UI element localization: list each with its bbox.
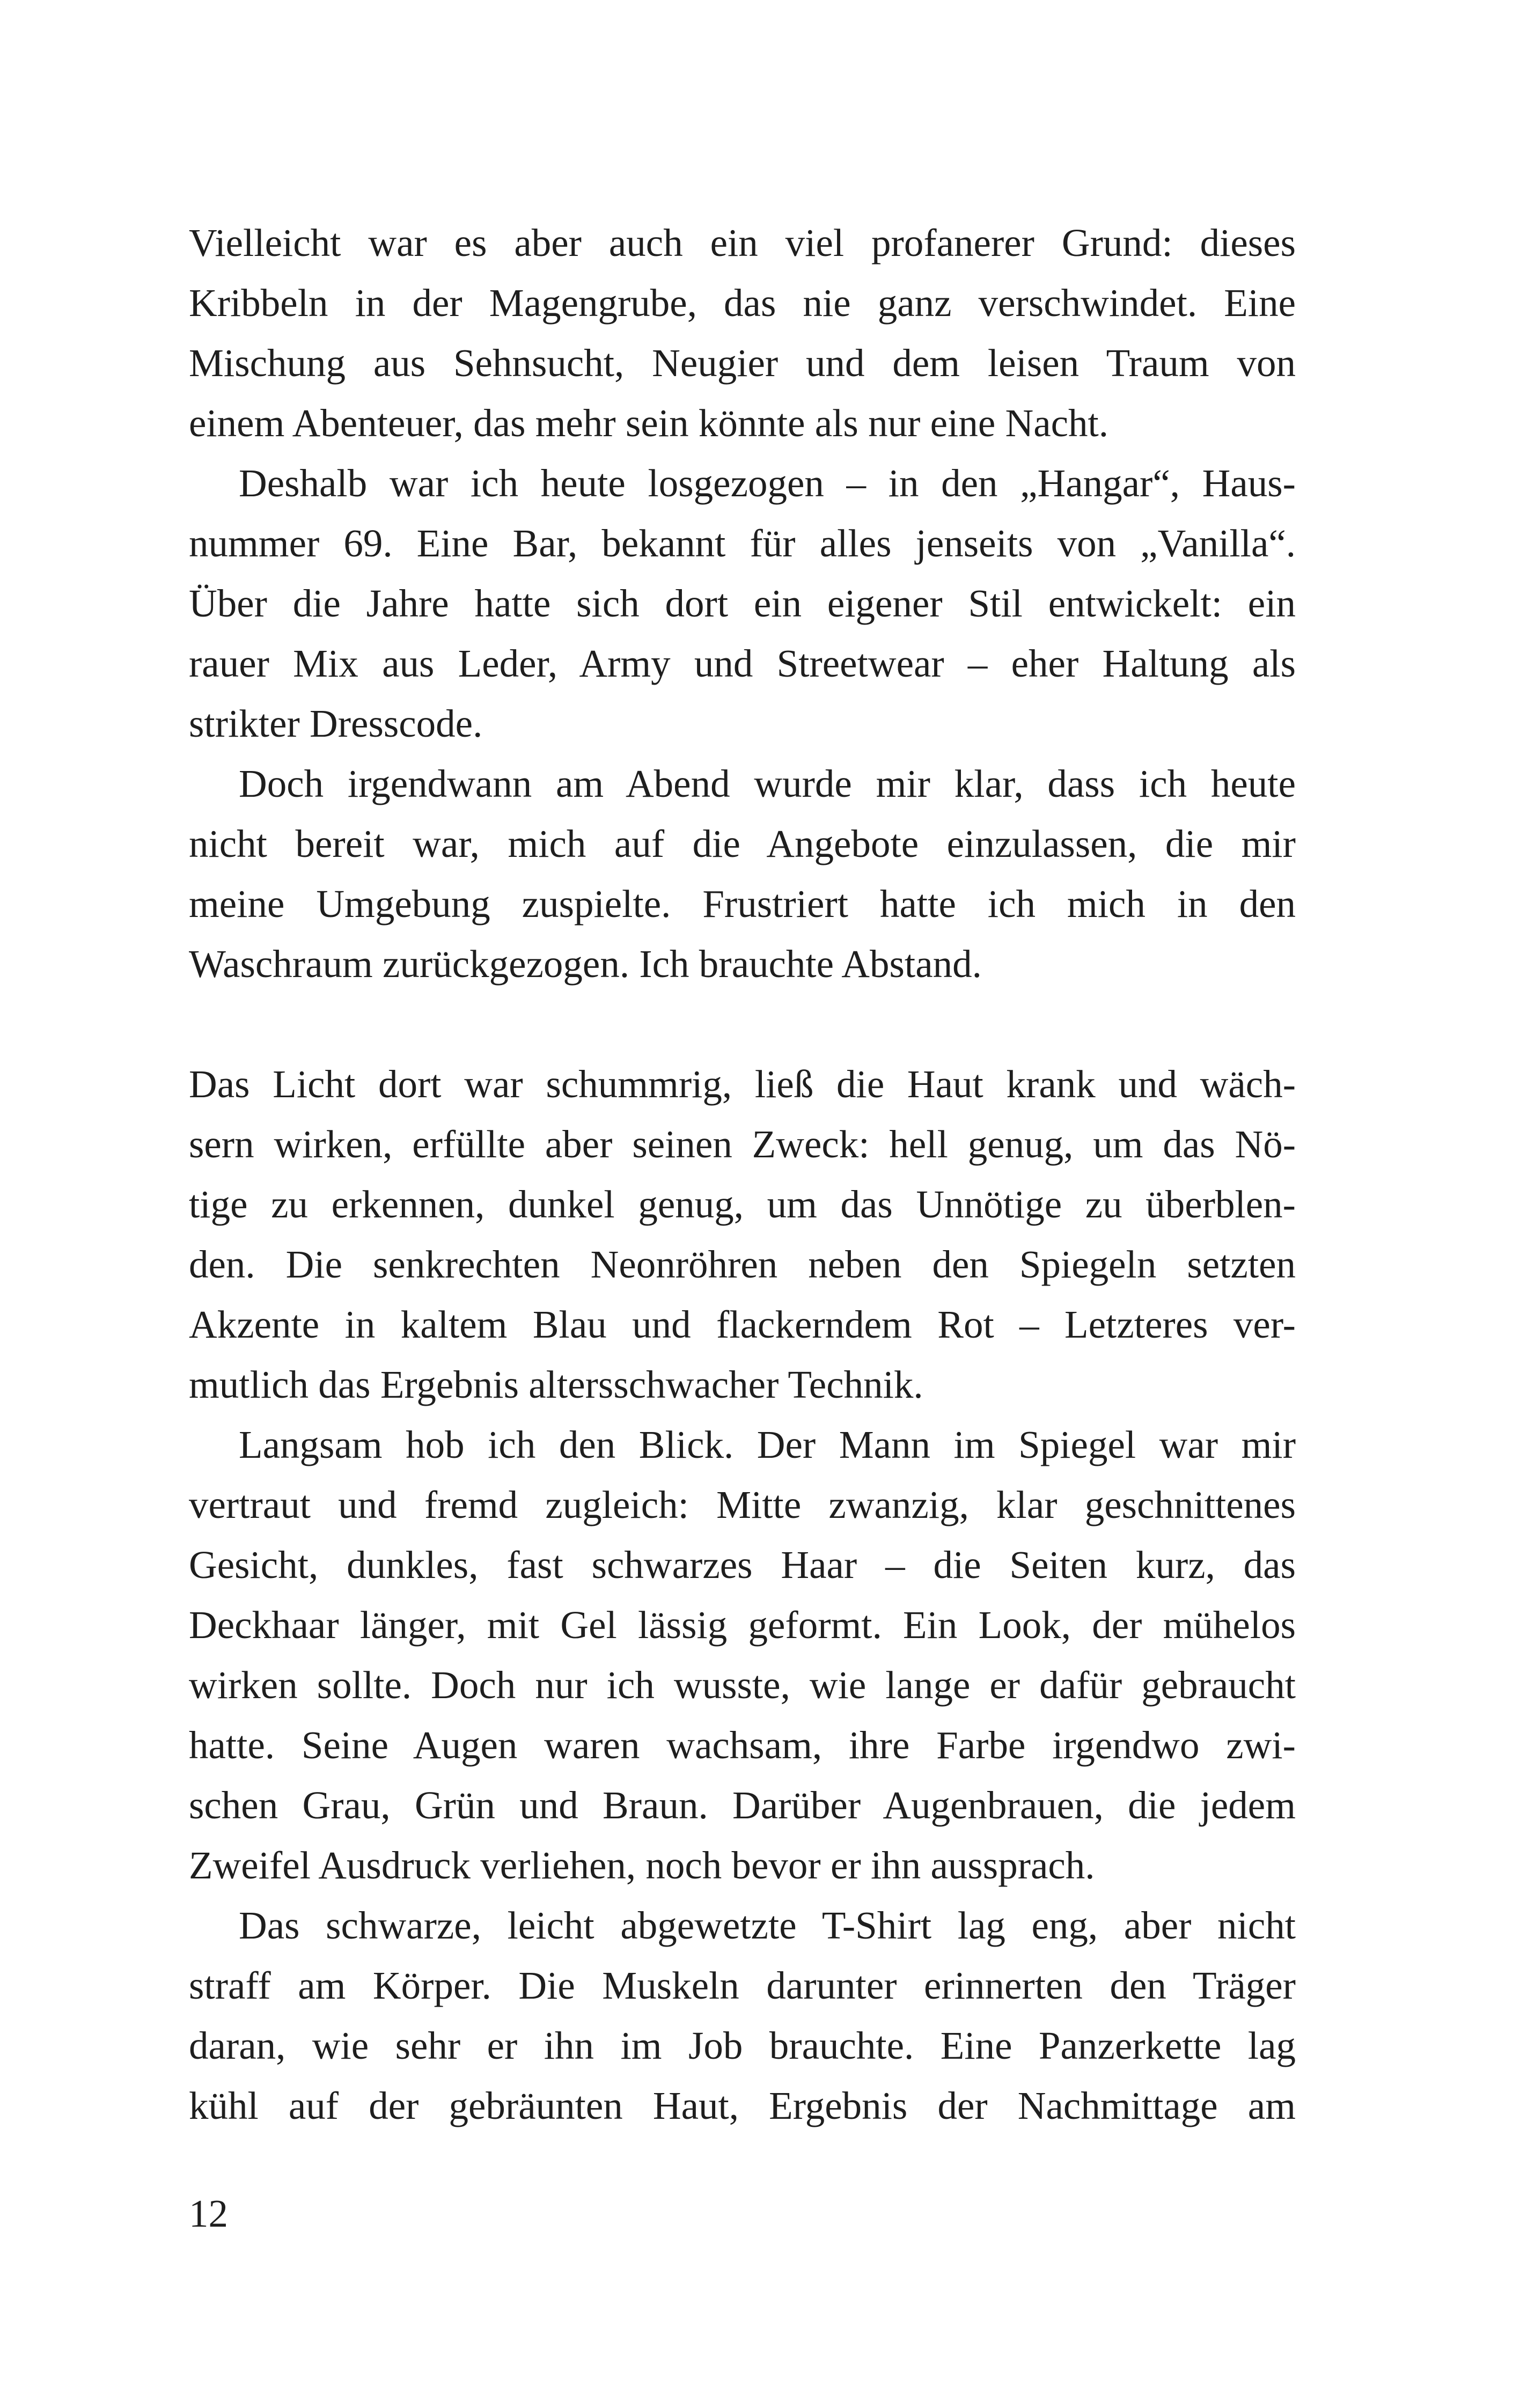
text-line: rauer Mix aus Leder, Army und Streetwear – eher Haltung als [189,642,1296,685]
text-line: wirken sollte. Doch nur ich wusste, wie lange er dafür gebraucht [189,1663,1296,1707]
text-line: Vielleicht war es aber auch ein viel profanerer Grund: dieses [189,221,1296,265]
text-line: Doch irgendwann am Abend wurde mir klar, dass ich heute [239,762,1296,805]
text-line: Über die Jahre hatte sich dort ein eigener Stil entwickelt: ein [189,582,1296,625]
text-line: mutlich das Ergebnis altersschwacher Technik. [189,1363,923,1406]
text-line: straff am Körper. Die Muskeln darunter erinnerten den Träger [189,1964,1296,2007]
text-line: Mischung aus Sehnsucht, Neugier und dem leisen Traum von [189,341,1296,385]
text-line: sern wirken, erfüllte aber seinen Zweck: hell genug, um das Nö- [189,1122,1296,1166]
text-line: tige zu erkennen, dunkel genug, um das Unnötige zu überblen- [189,1183,1296,1226]
text-line: Waschraum zurückgezogen. Ich brauchte Abstand. [189,942,982,986]
text-line: nicht bereit war, mich auf die Angebote einzulassen, die mir [189,822,1296,865]
book-page [189,0,1296,2408]
text-line: schen Grau, Grün und Braun. Darüber Augenbrauen, die jedem [189,1783,1296,1827]
text-line: Langsam hob ich den Blick. Der Mann im Spiegel war mir [239,1423,1296,1466]
text-line: Zweifel Ausdruck verliehen, noch bevor er ihn aussprach. [189,1844,1095,1887]
text-line: vertraut und fremd zugleich: Mitte zwanzig, klar geschnittenes [189,1483,1296,1526]
text-line: kühl auf der gebräunten Haut, Ergebnis der Nachmittage am [189,2084,1296,2127]
text-line: daran, wie sehr er ihn im Job brauchte. Eine Panzerkette lag [189,2024,1296,2067]
text-line: einem Abenteuer, das mehr sein könnte als nur eine Nacht. [189,401,1109,445]
text-line: den. Die senkrechten Neonröhren neben den Spiegeln setzten [189,1243,1296,1286]
text-line: meine Umgebung zuspielte. Frustriert hatte ich mich in den [189,882,1296,926]
text-line: Deshalb war ich heute losgezogen – in den „Hangar“, Haus- [239,461,1296,505]
text-line: hatte. Seine Augen waren wachsam, ihre Farbe irgendwo zwi- [189,1723,1296,1767]
page-number: 12 [189,2192,228,2235]
text-line: Akzente in kaltem Blau und flackerndem Rot – Letzteres ver- [189,1303,1296,1346]
text-line: Deckhaar länger, mit Gel lässig geformt. Ein Look, der mühelos [189,1603,1296,1647]
text-line: Kribbeln in der Magengrube, das nie ganz verschwindet. Eine [189,281,1296,325]
text-line: Das Licht dort war schummrig, ließ die Haut krank und wäch- [189,1062,1296,1106]
text-line: Gesicht, dunkles, fast schwarzes Haar – die Seiten kurz, das [189,1543,1296,1587]
text-line: strikter Dresscode. [189,702,483,745]
text-line: nummer 69. Eine Bar, bekannt für alles jenseits von „Vanilla“. [189,522,1296,565]
text-line: Das schwarze, leicht abgewetzte T-Shirt lag eng, aber nicht [239,1904,1296,1947]
